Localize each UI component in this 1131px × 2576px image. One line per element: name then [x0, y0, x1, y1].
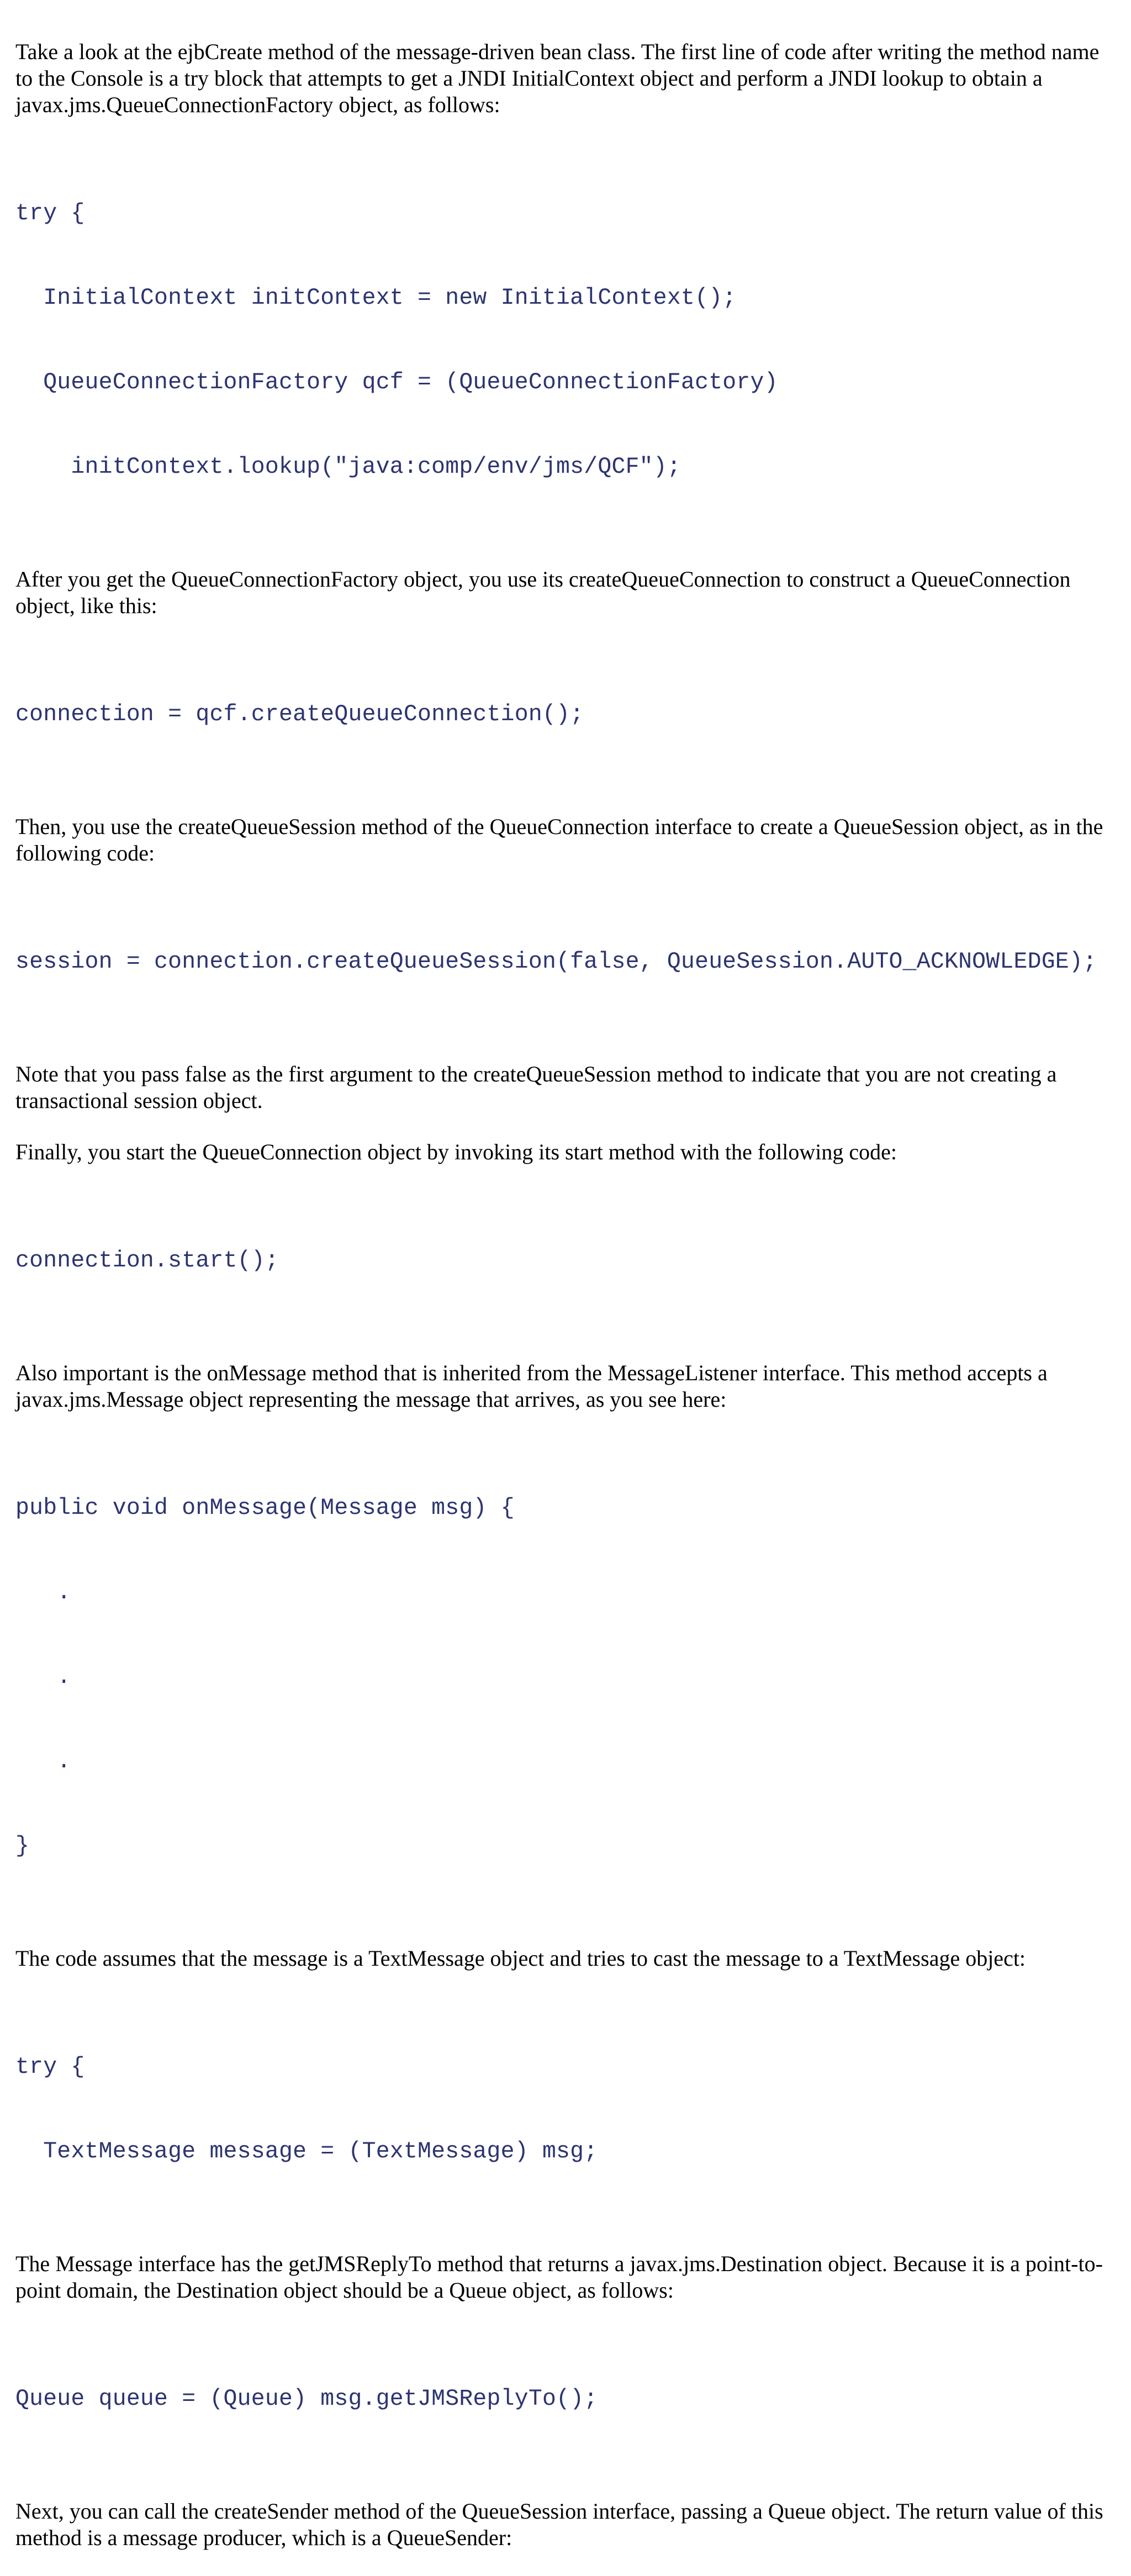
code-block-create-session	[15, 891, 1116, 1032]
code-line: InitialContext initContext = new InitialContext();	[15, 285, 737, 311]
code-line: TextMessage message = (TextMessage) msg;	[15, 2139, 598, 2165]
code-line: try {	[15, 200, 85, 226]
paragraph-jms-reply-to: The Message interface has the getJMSReplyTo method that returns a javax.jms.Destination object. Because it is a point-to-point domain, the Destination object should be a Queue object, as follows:	[15, 2251, 1103, 2303]
code-line: connection.start();	[15, 1248, 279, 1274]
paragraph-textmessage-cast: The code assumes that the message is a TextMessage object and tries to cast the message to a TextMessage object:	[15, 1946, 1026, 1971]
code-line: try {	[15, 2054, 85, 2080]
code-line: session = connection.createQueueSession(false, QueueSession.AUTO_ACKNOWLEDGE);	[15, 949, 1097, 975]
code-line: initContext.lookup("java:comp/env/jms/QCF");	[15, 454, 681, 480]
code-line: }	[15, 1833, 30, 1859]
code-block-onmessage	[15, 1438, 1116, 1917]
code-line: connection = qcf.createQueueConnection();	[15, 701, 584, 727]
code-line: QueueConnectionFactory qcf = (QueueConnectionFactory)	[15, 369, 778, 395]
paragraph-transactional-note: Note that you pass false as the first argument to the createQueueSession method to indicate that you are not creating a transactional session object.	[15, 1062, 1057, 1113]
code-line: public void onMessage(Message msg) {	[15, 1495, 515, 1521]
code-line: .	[15, 1749, 71, 1775]
paragraph-queue-connection: After you get the QueueConnectionFactory object, you use its createQueueConnection to construct a QueueConnection object, like this:	[15, 567, 1071, 618]
paragraph-onmessage: Also important is the onMessage method that is inherited from the MessageListener interface. This method accepts a javax.jms.Message object representing the message that arrives, as you see here:	[15, 1360, 1048, 1412]
code-block-create-connection	[15, 644, 1116, 785]
code-line: .	[15, 1664, 71, 1690]
code-block-queue-reply-to	[15, 2329, 1116, 2469]
paragraph-ejbcreate-intro: Take a look at the ejbCreate method of the message-driven bean class. The first line of code after writing the method name to the Console is a try block that attempts to get a JNDI InitialContext object and perform a JNDI lookup to obtain a javax.jms.QueueConnectionFactory object, as follows:	[15, 39, 1100, 117]
code-line: .	[15, 1580, 71, 1606]
paragraph-create-sender: Next, you can call the createSender method of the QueueSession interface, passing a Queue object. The return value of this method is a message producer, which is a QueueSender:	[15, 2499, 1103, 2550]
paragraph-start-connection: Finally, you start the QueueConnection object by invoking its start method with the following code:	[15, 1139, 897, 1164]
paragraph-queue-session: Then, you use the createQueueSession method of the QueueConnection interface to create a QueueSession object, as in the following code:	[15, 814, 1103, 865]
document-page	[15, 39, 1116, 2576]
code-line: Queue queue = (Queue) msg.getJMSReplyTo();	[15, 2386, 598, 2412]
code-block-initial-context	[15, 143, 1116, 537]
code-block-textmessage	[15, 1997, 1116, 2222]
code-block-connection-start	[15, 1190, 1116, 1331]
